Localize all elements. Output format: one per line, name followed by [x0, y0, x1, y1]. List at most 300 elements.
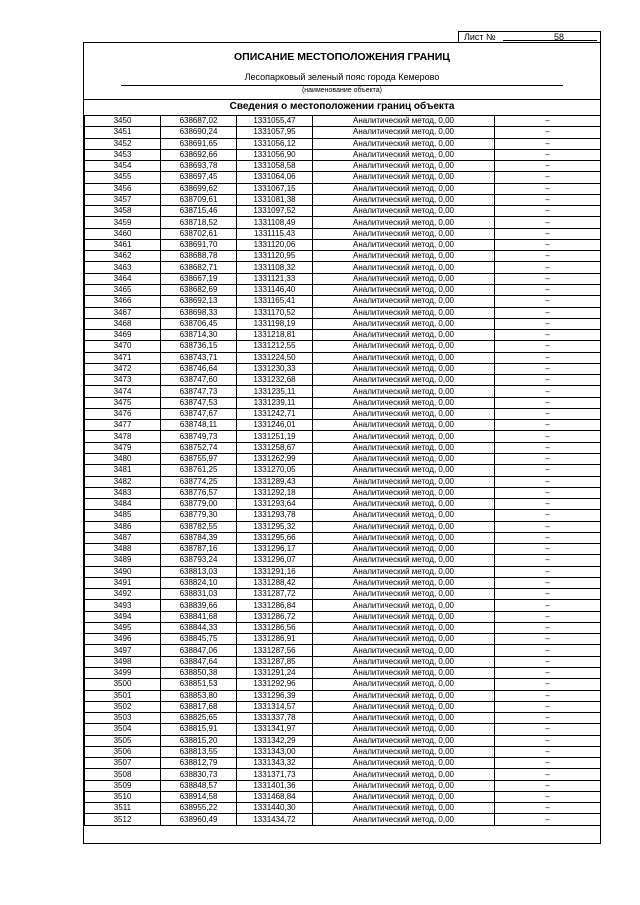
- x-coordinate-cell: 638692,13: [161, 296, 237, 307]
- y-coordinate-cell: 1331288,42: [237, 577, 313, 588]
- point-description-cell: –: [495, 476, 601, 487]
- method-accuracy-cell: Аналитический метод, 0,00: [313, 645, 495, 656]
- point-description-cell: –: [495, 386, 601, 397]
- table-row: [85, 656, 601, 667]
- y-coordinate-cell: 1331434,72: [237, 814, 313, 825]
- method-accuracy-cell: Аналитический метод, 0,00: [313, 622, 495, 633]
- table-row: [85, 521, 601, 532]
- x-coordinate-cell: 638847,64: [161, 656, 237, 667]
- point-number-cell: 3493: [85, 600, 161, 611]
- y-coordinate-cell: 1331401,36: [237, 780, 313, 791]
- y-coordinate-cell: 1331270,05: [237, 465, 313, 476]
- table-row: [85, 352, 601, 363]
- table-row: [85, 228, 601, 239]
- y-coordinate-cell: 1331056,12: [237, 138, 313, 149]
- point-number-cell: 3456: [85, 183, 161, 194]
- point-number-cell: 3508: [85, 769, 161, 780]
- method-accuracy-cell: Аналитический метод, 0,00: [313, 634, 495, 645]
- x-coordinate-cell: 638847,06: [161, 645, 237, 656]
- point-description-cell: –: [495, 746, 601, 757]
- point-number-cell: 3455: [85, 172, 161, 183]
- y-coordinate-cell: 1331286,84: [237, 600, 313, 611]
- method-accuracy-cell: Аналитический метод, 0,00: [313, 296, 495, 307]
- table-row: [85, 476, 601, 487]
- point-description-cell: –: [495, 307, 601, 318]
- point-number-cell: 3479: [85, 442, 161, 453]
- y-coordinate-cell: 1331262,99: [237, 453, 313, 464]
- boundary-points-body: [85, 116, 601, 826]
- method-accuracy-cell: Аналитический метод, 0,00: [313, 690, 495, 701]
- y-coordinate-cell: 1331057,95: [237, 127, 313, 138]
- point-description-cell: –: [495, 758, 601, 769]
- x-coordinate-cell: 638667,19: [161, 273, 237, 284]
- point-description-cell: –: [495, 453, 601, 464]
- x-coordinate-cell: 638698,33: [161, 307, 237, 318]
- table-row: [85, 341, 601, 352]
- method-accuracy-cell: Аналитический метод, 0,00: [313, 769, 495, 780]
- x-coordinate-cell: 638831,03: [161, 589, 237, 600]
- x-coordinate-cell: 638690,24: [161, 127, 237, 138]
- point-description-cell: –: [495, 116, 601, 127]
- point-number-cell: 3469: [85, 330, 161, 341]
- point-number-cell: 3453: [85, 149, 161, 160]
- point-description-cell: –: [495, 330, 601, 341]
- table-row: [85, 386, 601, 397]
- x-coordinate-cell: 638718,52: [161, 217, 237, 228]
- table-row: [85, 780, 601, 791]
- x-coordinate-cell: 638844,33: [161, 622, 237, 633]
- point-number-cell: 3473: [85, 375, 161, 386]
- point-description-cell: –: [495, 442, 601, 453]
- x-coordinate-cell: 638825,65: [161, 713, 237, 724]
- point-description-cell: –: [495, 679, 601, 690]
- x-coordinate-cell: 638774,25: [161, 476, 237, 487]
- point-description-cell: –: [495, 566, 601, 577]
- x-coordinate-cell: 638699,62: [161, 183, 237, 194]
- point-description-cell: –: [495, 138, 601, 149]
- point-description-cell: –: [495, 724, 601, 735]
- table-row: [85, 589, 601, 600]
- method-accuracy-cell: Аналитический метод, 0,00: [313, 251, 495, 262]
- table-row: [85, 251, 601, 262]
- method-accuracy-cell: Аналитический метод, 0,00: [313, 116, 495, 127]
- table-row: [85, 713, 601, 724]
- table-row: [85, 217, 601, 228]
- point-description-cell: –: [495, 791, 601, 802]
- method-accuracy-cell: Аналитический метод, 0,00: [313, 363, 495, 374]
- table-row: [85, 555, 601, 566]
- point-number-cell: 3463: [85, 262, 161, 273]
- point-number-cell: 3490: [85, 566, 161, 577]
- y-coordinate-cell: 1331055,47: [237, 116, 313, 127]
- point-number-cell: 3478: [85, 431, 161, 442]
- point-number-cell: 3470: [85, 341, 161, 352]
- x-coordinate-cell: 638955,22: [161, 803, 237, 814]
- table-row: [85, 431, 601, 442]
- point-number-cell: 3507: [85, 758, 161, 769]
- method-accuracy-cell: Аналитический метод, 0,00: [313, 521, 495, 532]
- point-description-cell: –: [495, 814, 601, 825]
- point-description-cell: –: [495, 363, 601, 374]
- point-description-cell: –: [495, 780, 601, 791]
- point-number-cell: 3497: [85, 645, 161, 656]
- point-number-cell: 3492: [85, 589, 161, 600]
- table-row: [85, 375, 601, 386]
- point-number-cell: 3505: [85, 735, 161, 746]
- point-description-cell: –: [495, 206, 601, 217]
- point-number-cell: 3485: [85, 510, 161, 521]
- y-coordinate-cell: 1331293,64: [237, 499, 313, 510]
- y-coordinate-cell: 1331293,78: [237, 510, 313, 521]
- point-description-cell: –: [495, 239, 601, 250]
- x-coordinate-cell: 638692,66: [161, 149, 237, 160]
- y-coordinate-cell: 1331337,78: [237, 713, 313, 724]
- method-accuracy-cell: Аналитический метод, 0,00: [313, 600, 495, 611]
- x-coordinate-cell: 638714,30: [161, 330, 237, 341]
- table-row: [85, 206, 601, 217]
- point-description-cell: –: [495, 487, 601, 498]
- y-coordinate-cell: 1331246,01: [237, 420, 313, 431]
- point-number-cell: 3476: [85, 408, 161, 419]
- x-coordinate-cell: 638960,49: [161, 814, 237, 825]
- y-coordinate-cell: 1331343,00: [237, 746, 313, 757]
- point-number-cell: 3472: [85, 363, 161, 374]
- method-accuracy-cell: Аналитический метод, 0,00: [313, 735, 495, 746]
- point-description-cell: –: [495, 690, 601, 701]
- point-description-cell: –: [495, 375, 601, 386]
- x-coordinate-cell: 638747,67: [161, 408, 237, 419]
- table-row: [85, 127, 601, 138]
- point-description-cell: –: [495, 262, 601, 273]
- method-accuracy-cell: Аналитический метод, 0,00: [313, 386, 495, 397]
- y-coordinate-cell: 1331108,49: [237, 217, 313, 228]
- x-coordinate-cell: 638793,24: [161, 555, 237, 566]
- table-row: [85, 318, 601, 329]
- point-number-cell: 3501: [85, 690, 161, 701]
- y-coordinate-cell: 1331058,58: [237, 161, 313, 172]
- point-number-cell: 3454: [85, 161, 161, 172]
- sheet-label: Лист №: [464, 32, 496, 42]
- point-description-cell: –: [495, 521, 601, 532]
- x-coordinate-cell: 638682,71: [161, 262, 237, 273]
- x-coordinate-cell: 638748,11: [161, 420, 237, 431]
- point-number-cell: 3474: [85, 386, 161, 397]
- point-description-cell: –: [495, 172, 601, 183]
- y-coordinate-cell: 1331115,43: [237, 228, 313, 239]
- section-divider: [84, 99, 600, 100]
- point-description-cell: –: [495, 532, 601, 543]
- x-coordinate-cell: 638848,57: [161, 780, 237, 791]
- method-accuracy-cell: Аналитический метод, 0,00: [313, 453, 495, 464]
- x-coordinate-cell: 638747,60: [161, 375, 237, 386]
- table-row: [85, 791, 601, 802]
- point-description-cell: –: [495, 611, 601, 622]
- y-coordinate-cell: 1331108,32: [237, 262, 313, 273]
- method-accuracy-cell: Аналитический метод, 0,00: [313, 307, 495, 318]
- table-row: [85, 499, 601, 510]
- table-row: [85, 814, 601, 825]
- point-number-cell: 3465: [85, 284, 161, 295]
- x-coordinate-cell: 638813,03: [161, 566, 237, 577]
- table-row: [85, 149, 601, 160]
- x-coordinate-cell: 638697,45: [161, 172, 237, 183]
- point-number-cell: 3504: [85, 724, 161, 735]
- point-number-cell: 3458: [85, 206, 161, 217]
- point-number-cell: 3484: [85, 499, 161, 510]
- method-accuracy-cell: Аналитический метод, 0,00: [313, 611, 495, 622]
- point-description-cell: –: [495, 668, 601, 679]
- point-number-cell: 3462: [85, 251, 161, 262]
- point-number-cell: 3495: [85, 622, 161, 633]
- point-number-cell: 3468: [85, 318, 161, 329]
- table-row: [85, 138, 601, 149]
- point-number-cell: 3512: [85, 814, 161, 825]
- y-coordinate-cell: 1331296,17: [237, 544, 313, 555]
- y-coordinate-cell: 1331212,55: [237, 341, 313, 352]
- x-coordinate-cell: 638736,15: [161, 341, 237, 352]
- y-coordinate-cell: 1331120,95: [237, 251, 313, 262]
- table-row: [85, 363, 601, 374]
- table-row: [85, 690, 601, 701]
- y-coordinate-cell: 1331056,90: [237, 149, 313, 160]
- sheet-number: 58: [554, 32, 565, 42]
- method-accuracy-cell: Аналитический метод, 0,00: [313, 127, 495, 138]
- table-row: [85, 532, 601, 543]
- point-number-cell: 3499: [85, 668, 161, 679]
- table-row: [85, 487, 601, 498]
- point-description-cell: –: [495, 589, 601, 600]
- method-accuracy-cell: Аналитический метод, 0,00: [313, 577, 495, 588]
- point-description-cell: –: [495, 645, 601, 656]
- point-description-cell: –: [495, 251, 601, 262]
- method-accuracy-cell: Аналитический метод, 0,00: [313, 465, 495, 476]
- x-coordinate-cell: 638787,16: [161, 544, 237, 555]
- table-row: [85, 420, 601, 431]
- document-sheet: [83, 42, 601, 844]
- point-description-cell: –: [495, 217, 601, 228]
- x-coordinate-cell: 638715,46: [161, 206, 237, 217]
- point-description-cell: –: [495, 769, 601, 780]
- point-description-cell: –: [495, 622, 601, 633]
- x-coordinate-cell: 638851,53: [161, 679, 237, 690]
- y-coordinate-cell: 1331296,39: [237, 690, 313, 701]
- y-coordinate-cell: 1331286,56: [237, 622, 313, 633]
- x-coordinate-cell: 638761,25: [161, 465, 237, 476]
- method-accuracy-cell: Аналитический метод, 0,00: [313, 172, 495, 183]
- table-row: [85, 397, 601, 408]
- table-row: [85, 544, 601, 555]
- y-coordinate-cell: 1331286,91: [237, 634, 313, 645]
- table-row: [85, 634, 601, 645]
- point-description-cell: –: [495, 735, 601, 746]
- table-row: [85, 645, 601, 656]
- point-number-cell: 3483: [85, 487, 161, 498]
- point-number-cell: 3511: [85, 803, 161, 814]
- y-coordinate-cell: 1331064,06: [237, 172, 313, 183]
- y-coordinate-cell: 1331120,06: [237, 239, 313, 250]
- x-coordinate-cell: 638749,73: [161, 431, 237, 442]
- x-coordinate-cell: 638687,02: [161, 116, 237, 127]
- method-accuracy-cell: Аналитический метод, 0,00: [313, 408, 495, 419]
- point-description-cell: –: [495, 420, 601, 431]
- y-coordinate-cell: 1331295,32: [237, 521, 313, 532]
- method-accuracy-cell: Аналитический метод, 0,00: [313, 183, 495, 194]
- point-description-cell: –: [495, 149, 601, 160]
- point-description-cell: –: [495, 408, 601, 419]
- method-accuracy-cell: Аналитический метод, 0,00: [313, 791, 495, 802]
- point-number-cell: 3500: [85, 679, 161, 690]
- method-accuracy-cell: Аналитический метод, 0,00: [313, 397, 495, 408]
- point-number-cell: 3466: [85, 296, 161, 307]
- method-accuracy-cell: Аналитический метод, 0,00: [313, 656, 495, 667]
- point-number-cell: 3486: [85, 521, 161, 532]
- point-description-cell: –: [495, 284, 601, 295]
- table-row: [85, 735, 601, 746]
- method-accuracy-cell: Аналитический метод, 0,00: [313, 668, 495, 679]
- method-accuracy-cell: Аналитический метод, 0,00: [313, 217, 495, 228]
- y-coordinate-cell: 1331291,16: [237, 566, 313, 577]
- table-row: [85, 442, 601, 453]
- table-row: [85, 679, 601, 690]
- x-coordinate-cell: 638743,71: [161, 352, 237, 363]
- point-number-cell: 3451: [85, 127, 161, 138]
- x-coordinate-cell: 638746,64: [161, 363, 237, 374]
- point-description-cell: –: [495, 127, 601, 138]
- table-row: [85, 284, 601, 295]
- method-accuracy-cell: Аналитический метод, 0,00: [313, 701, 495, 712]
- method-accuracy-cell: Аналитический метод, 0,00: [313, 273, 495, 284]
- x-coordinate-cell: 638747,53: [161, 397, 237, 408]
- object-name: Лесопарковый зеленый пояс города Кемерово: [244, 72, 440, 82]
- point-description-cell: –: [495, 577, 601, 588]
- table-row: [85, 262, 601, 273]
- method-accuracy-cell: Аналитический метод, 0,00: [313, 161, 495, 172]
- method-accuracy-cell: Аналитический метод, 0,00: [313, 149, 495, 160]
- point-number-cell: 3494: [85, 611, 161, 622]
- y-coordinate-cell: 1331295,66: [237, 532, 313, 543]
- method-accuracy-cell: Аналитический метод, 0,00: [313, 476, 495, 487]
- method-accuracy-cell: Аналитический метод, 0,00: [313, 138, 495, 149]
- object-name-underline: [121, 85, 563, 86]
- table-row: [85, 161, 601, 172]
- point-description-cell: –: [495, 701, 601, 712]
- y-coordinate-cell: 1331291,24: [237, 668, 313, 679]
- y-coordinate-cell: 1331289,43: [237, 476, 313, 487]
- x-coordinate-cell: 638691,65: [161, 138, 237, 149]
- x-coordinate-cell: 638682,69: [161, 284, 237, 295]
- table-row: [85, 273, 601, 284]
- point-description-cell: –: [495, 431, 601, 442]
- table-row: [85, 510, 601, 521]
- method-accuracy-cell: Аналитический метод, 0,00: [313, 262, 495, 273]
- point-number-cell: 3471: [85, 352, 161, 363]
- point-number-cell: 3452: [85, 138, 161, 149]
- point-number-cell: 3487: [85, 532, 161, 543]
- x-coordinate-cell: 638702,61: [161, 228, 237, 239]
- point-number-cell: 3477: [85, 420, 161, 431]
- y-coordinate-cell: 1331341,97: [237, 724, 313, 735]
- method-accuracy-cell: Аналитический метод, 0,00: [313, 589, 495, 600]
- method-accuracy-cell: Аналитический метод, 0,00: [313, 206, 495, 217]
- y-coordinate-cell: 1331296,07: [237, 555, 313, 566]
- point-description-cell: –: [495, 656, 601, 667]
- y-coordinate-cell: 1331314,57: [237, 701, 313, 712]
- point-description-cell: –: [495, 713, 601, 724]
- method-accuracy-cell: Аналитический метод, 0,00: [313, 780, 495, 791]
- method-accuracy-cell: Аналитический метод, 0,00: [313, 679, 495, 690]
- y-coordinate-cell: 1331198,19: [237, 318, 313, 329]
- y-coordinate-cell: 1331218,81: [237, 330, 313, 341]
- point-description-cell: –: [495, 803, 601, 814]
- x-coordinate-cell: 638830,73: [161, 769, 237, 780]
- point-description-cell: –: [495, 465, 601, 476]
- method-accuracy-cell: Аналитический метод, 0,00: [313, 442, 495, 453]
- method-accuracy-cell: Аналитический метод, 0,00: [313, 420, 495, 431]
- point-number-cell: 3482: [85, 476, 161, 487]
- method-accuracy-cell: Аналитический метод, 0,00: [313, 803, 495, 814]
- x-coordinate-cell: 638845,75: [161, 634, 237, 645]
- point-description-cell: –: [495, 600, 601, 611]
- point-description-cell: –: [495, 352, 601, 363]
- y-coordinate-cell: 1331440,30: [237, 803, 313, 814]
- point-number-cell: 3475: [85, 397, 161, 408]
- point-description-cell: –: [495, 555, 601, 566]
- x-coordinate-cell: 638706,45: [161, 318, 237, 329]
- y-coordinate-cell: 1331242,71: [237, 408, 313, 419]
- x-coordinate-cell: 638782,55: [161, 521, 237, 532]
- y-coordinate-cell: 1331292,18: [237, 487, 313, 498]
- x-coordinate-cell: 638784,39: [161, 532, 237, 543]
- method-accuracy-cell: Аналитический метод, 0,00: [313, 746, 495, 757]
- table-row: [85, 622, 601, 633]
- y-coordinate-cell: 1331097,52: [237, 206, 313, 217]
- table-row: [85, 566, 601, 577]
- method-accuracy-cell: Аналитический метод, 0,00: [313, 566, 495, 577]
- y-coordinate-cell: 1331232,68: [237, 375, 313, 386]
- point-description-cell: –: [495, 499, 601, 510]
- y-coordinate-cell: 1331165,41: [237, 296, 313, 307]
- method-accuracy-cell: Аналитический метод, 0,00: [313, 228, 495, 239]
- point-number-cell: 3481: [85, 465, 161, 476]
- point-number-cell: 3450: [85, 116, 161, 127]
- point-description-cell: –: [495, 318, 601, 329]
- method-accuracy-cell: Аналитический метод, 0,00: [313, 284, 495, 295]
- table-row: [85, 239, 601, 250]
- table-row: [85, 465, 601, 476]
- x-coordinate-cell: 638779,00: [161, 499, 237, 510]
- method-accuracy-cell: Аналитический метод, 0,00: [313, 194, 495, 205]
- y-coordinate-cell: 1331287,85: [237, 656, 313, 667]
- x-coordinate-cell: 638755,97: [161, 453, 237, 464]
- table-row: [85, 296, 601, 307]
- point-description-cell: –: [495, 161, 601, 172]
- point-description-cell: –: [495, 296, 601, 307]
- table-row: [85, 183, 601, 194]
- y-coordinate-cell: 1331286,72: [237, 611, 313, 622]
- section-title: Сведения о местоположении границ объекта: [229, 101, 455, 112]
- point-number-cell: 3509: [85, 780, 161, 791]
- x-coordinate-cell: 638691,70: [161, 239, 237, 250]
- y-coordinate-cell: 1331342,29: [237, 735, 313, 746]
- method-accuracy-cell: Аналитический метод, 0,00: [313, 544, 495, 555]
- method-accuracy-cell: Аналитический метод, 0,00: [313, 487, 495, 498]
- y-coordinate-cell: 1331235,11: [237, 386, 313, 397]
- point-number-cell: 3457: [85, 194, 161, 205]
- table-row: [85, 577, 601, 588]
- table-row: [85, 746, 601, 757]
- sheet-number-underline: [503, 40, 597, 41]
- x-coordinate-cell: 638841,68: [161, 611, 237, 622]
